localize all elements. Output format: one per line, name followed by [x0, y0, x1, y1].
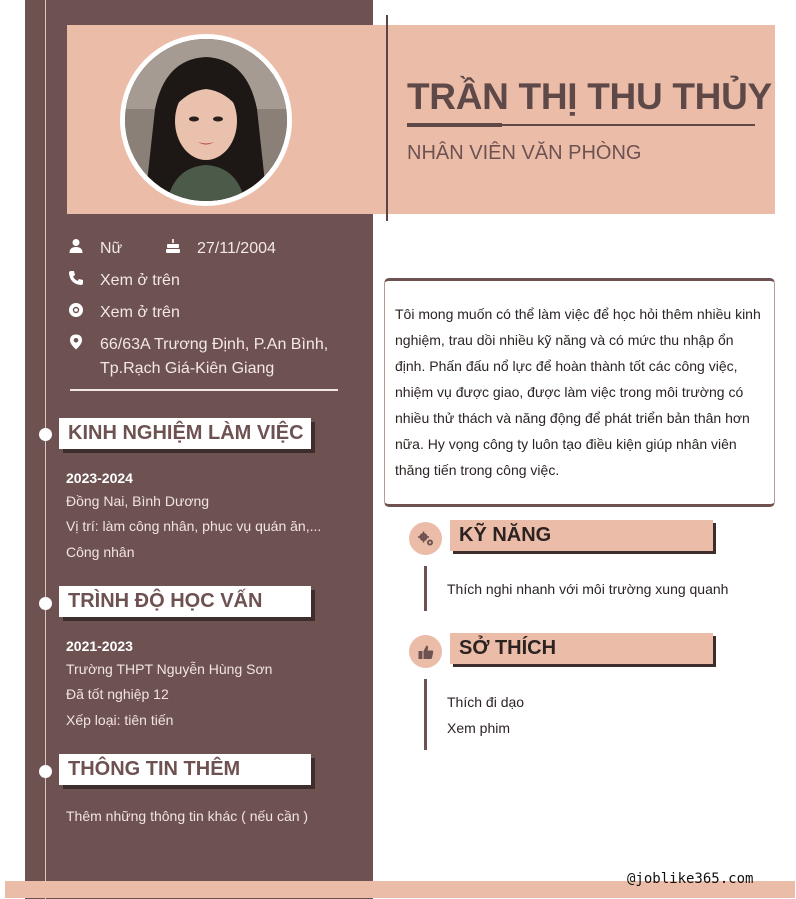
experience-role: Công nhân — [66, 544, 135, 560]
candidate-name: TRẦN THỊ THU THỦY — [407, 76, 772, 117]
birthday-value: 27/11/2004 — [197, 240, 276, 257]
name-underline-accent — [407, 123, 502, 127]
email-value: Xem ở trên — [100, 304, 180, 321]
footer-watermark: @joblike365.com — [627, 871, 754, 887]
experience-position: Vị trí: làm công nhân, phục vụ quán ăn,... — [66, 518, 322, 534]
hobbies-bar — [424, 679, 427, 750]
skills-bar — [424, 566, 427, 611]
education-school: Trường THPT Nguyễn Hùng Sơn — [66, 661, 273, 677]
info-divider — [70, 389, 338, 391]
extra-title: THÔNG TIN THÊM — [68, 758, 241, 780]
birthday-row — [165, 237, 276, 261]
address-line-2: Tp.Rạch Giá-Kiên Giang — [100, 360, 275, 377]
phone-value: Xem ở trên — [100, 272, 180, 289]
extra-text: Thêm những thông tin khác ( nếu cần ) — [66, 808, 309, 824]
education-title: TRÌNH ĐỘ HỌC VẤN — [68, 590, 263, 612]
education-period: 2021-2023 — [66, 638, 133, 654]
location-icon — [68, 333, 84, 351]
email-row — [68, 301, 180, 325]
user-icon — [68, 237, 84, 255]
experience-period: 2023-2024 — [66, 470, 133, 486]
experience-place: Đồng Nai, Bình Dương — [66, 493, 210, 509]
avatar — [125, 39, 287, 201]
career-objective-text: Tôi mong muốn có thể làm việc để học hỏi thêm nhiều kinh nghiệm, trau dồi nhiều kỹ năng và có mức thu nhập ổn định. Phấn đấu nổ lực để hoàn thành tốt các công việc, nhiệm vụ được giao, được làm việc trong môi trường có nhiều thử thách và năng động để phát triển bản thân hơn nữa. Hy vọng công ty luôn tạo điều kiện giúp nhân viên thăng tiến trong công việc. — [395, 306, 761, 478]
education-grade: Xếp loại: tiên tiến — [66, 712, 174, 728]
career-objective-box — [384, 278, 775, 507]
thumbs-up-icon — [409, 635, 442, 668]
education-timeline-dot — [39, 597, 52, 610]
gender-row — [68, 237, 122, 261]
address-row — [68, 333, 328, 381]
gears-icon — [409, 522, 442, 555]
cake-icon — [165, 237, 181, 255]
experience-title: KINH NGHIỆM LÀM VIỆC — [68, 422, 304, 444]
address-line-1: 66/63A Trương Định, P.An Bình, — [100, 336, 329, 353]
extra-timeline-dot — [39, 765, 52, 778]
header-divider — [386, 15, 388, 221]
hobby-item: Thích đi dạo — [447, 694, 525, 710]
skills-title: KỸ NĂNG — [459, 524, 552, 546]
job-title: NHÂN VIÊN VĂN PHÒNG — [407, 142, 642, 164]
gender-value: Nữ — [100, 240, 123, 257]
hobbies-title: SỞ THÍCH — [459, 637, 557, 659]
hobby-item: Xem phim — [447, 720, 511, 736]
phone-icon — [68, 269, 84, 287]
address-value — [100, 333, 328, 381]
phone-row — [68, 269, 180, 293]
education-status: Đã tốt nghiệp 12 — [66, 686, 169, 702]
skill-item: Thích nghi nhanh với môi trường xung quanh — [447, 581, 729, 597]
email-icon — [68, 301, 84, 319]
experience-timeline-dot — [39, 428, 52, 441]
